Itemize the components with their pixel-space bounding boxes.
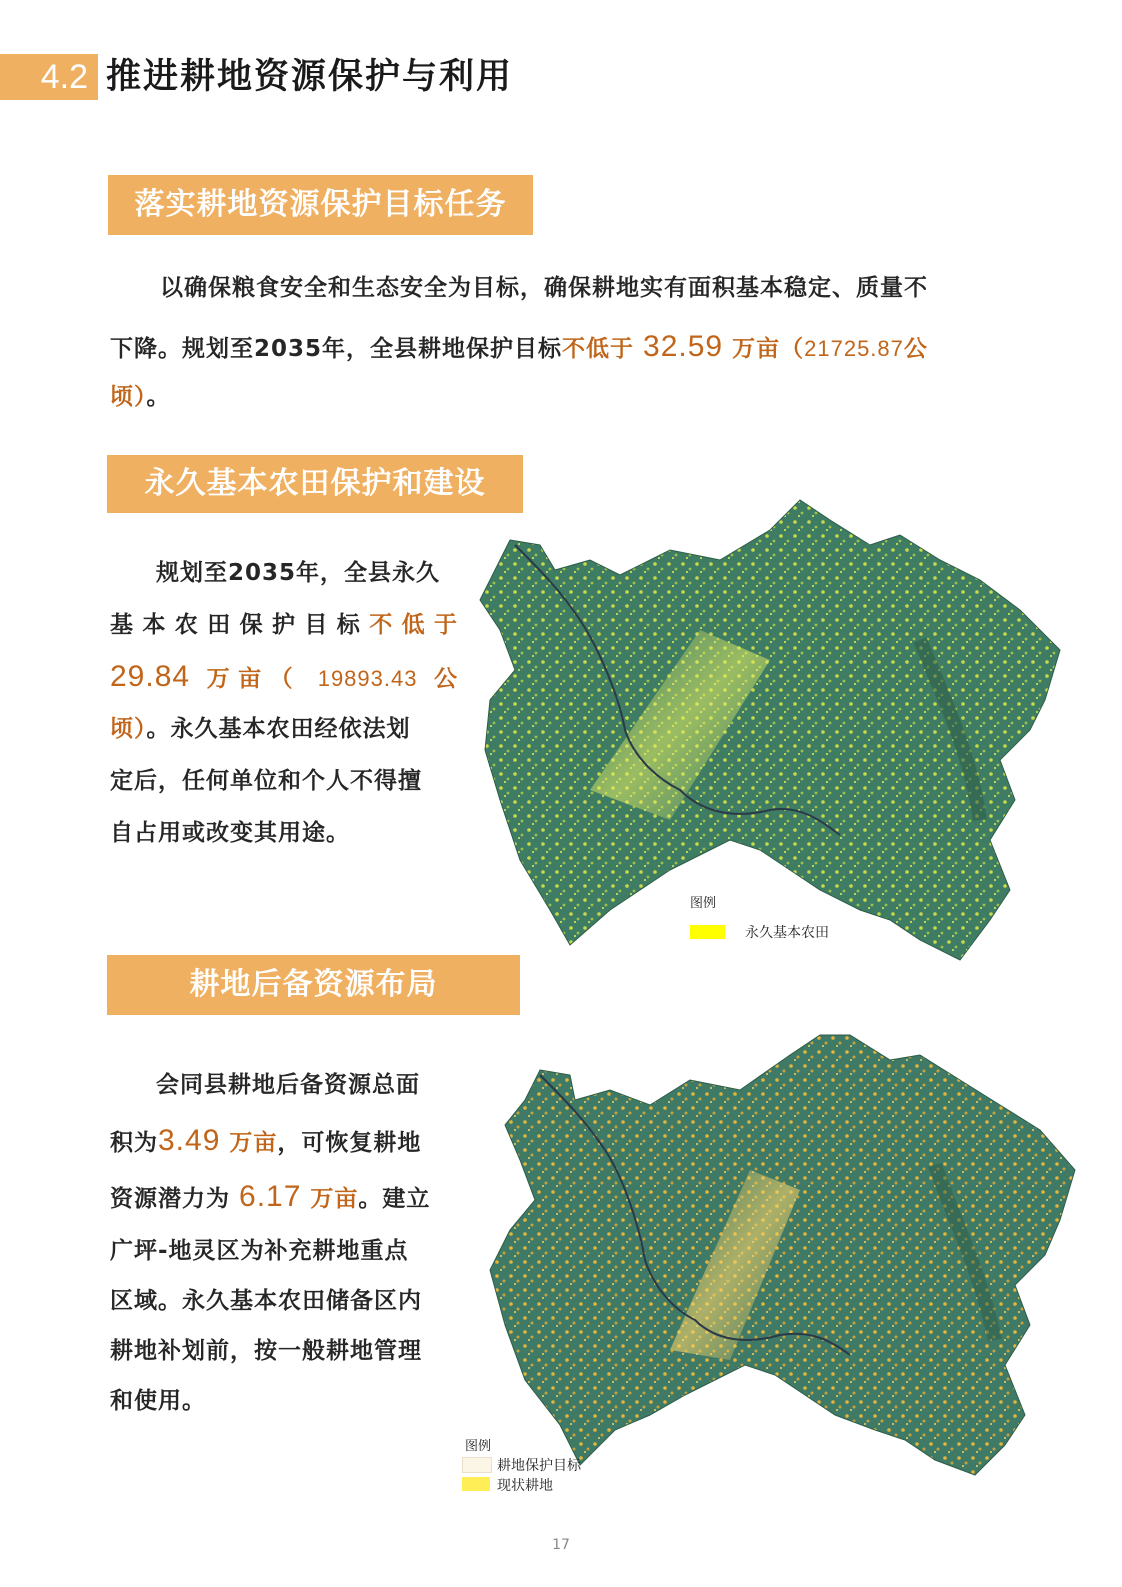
basic-farmland-paragraph: [110, 548, 458, 860]
subsection-banner-basic-farmland: 永久基本农田保护和建设: [107, 455, 523, 513]
map2-legend-label-target: 耕地保护目标: [497, 1458, 581, 1474]
target-line-2: 下降。规划至2035年，全县耕地保护目标不低于 32.59 万亩（21725.87公: [110, 330, 928, 363]
bf-line-6: 自占用或改变其用途。: [110, 820, 350, 846]
reserve-paragraph: [110, 1058, 460, 1426]
map1-legend-title: 图例: [690, 896, 717, 911]
basic-farmland-map: [470, 490, 1070, 965]
recoverable-potential-value: 6.17: [239, 1180, 302, 1213]
map2-legend-swatch-current: [462, 1477, 490, 1491]
map1-legend-swatch: [690, 925, 725, 939]
rr-line-5: 区域。永久基本农田储备区内: [110, 1288, 422, 1314]
target-line-1: 以确保粮食安全和生态安全为目标，确保耕地实有面积基本稳定、质量不: [160, 275, 928, 301]
county-outline-2: [490, 1035, 1075, 1475]
farmland-target-hectares: 21725.87: [804, 336, 904, 361]
section-title: 推进耕地资源保护与利用: [106, 57, 514, 97]
bf-line-5: 定后，任何单位和个人不得擅: [110, 768, 422, 794]
rr-line-2: 积为3.49 万亩，可恢复耕地: [110, 1124, 422, 1157]
farmland-target-value: 32.59: [643, 330, 724, 363]
basic-farmland-target-hectares: 19893.43: [317, 666, 418, 691]
rr-line-1: 会同县耕地后备资源总面: [156, 1072, 420, 1098]
rr-line-3: 资源潜力为 6.17 万亩。建立: [110, 1180, 431, 1213]
basic-farmland-target-value: 29.84: [110, 660, 191, 693]
rr-line-6: 耕地补划前，按一般耕地管理: [110, 1338, 422, 1364]
reserve-resources-map: [480, 1020, 1080, 1480]
section-number: 4.2: [0, 54, 98, 100]
bf-line-1: 规划至2035年，全县永久: [156, 560, 441, 586]
bf-line-4: 顷）。永久基本农田经依法划: [110, 716, 411, 742]
target-line-3: 顷）。: [110, 384, 171, 410]
bf-line-2: 基本农田保护目标不低于: [110, 612, 459, 638]
target-paragraph: [110, 268, 1010, 422]
subsection-banner-reserve-resources: 耕地后备资源布局: [107, 955, 520, 1015]
subsection-banner-target: 落实耕地资源保护目标任务: [108, 175, 533, 235]
bf-line-3: 29.84 万亩（ 19893.43 公: [110, 660, 458, 693]
map2-legend-label-current: 现状耕地: [497, 1478, 553, 1494]
map2-legend-title: 图例: [465, 1439, 492, 1454]
map2-legend-swatch-target: [462, 1457, 492, 1473]
rr-line-7: 和使用。: [110, 1388, 206, 1414]
rr-line-4: 广坪-地灵区为补充耕地重点: [110, 1238, 409, 1264]
reserve-area-value: 3.49: [158, 1124, 221, 1157]
map1-legend-label: 永久基本农田: [745, 925, 829, 941]
county-outline: [480, 500, 1060, 960]
page-number: 17: [552, 1537, 570, 1553]
